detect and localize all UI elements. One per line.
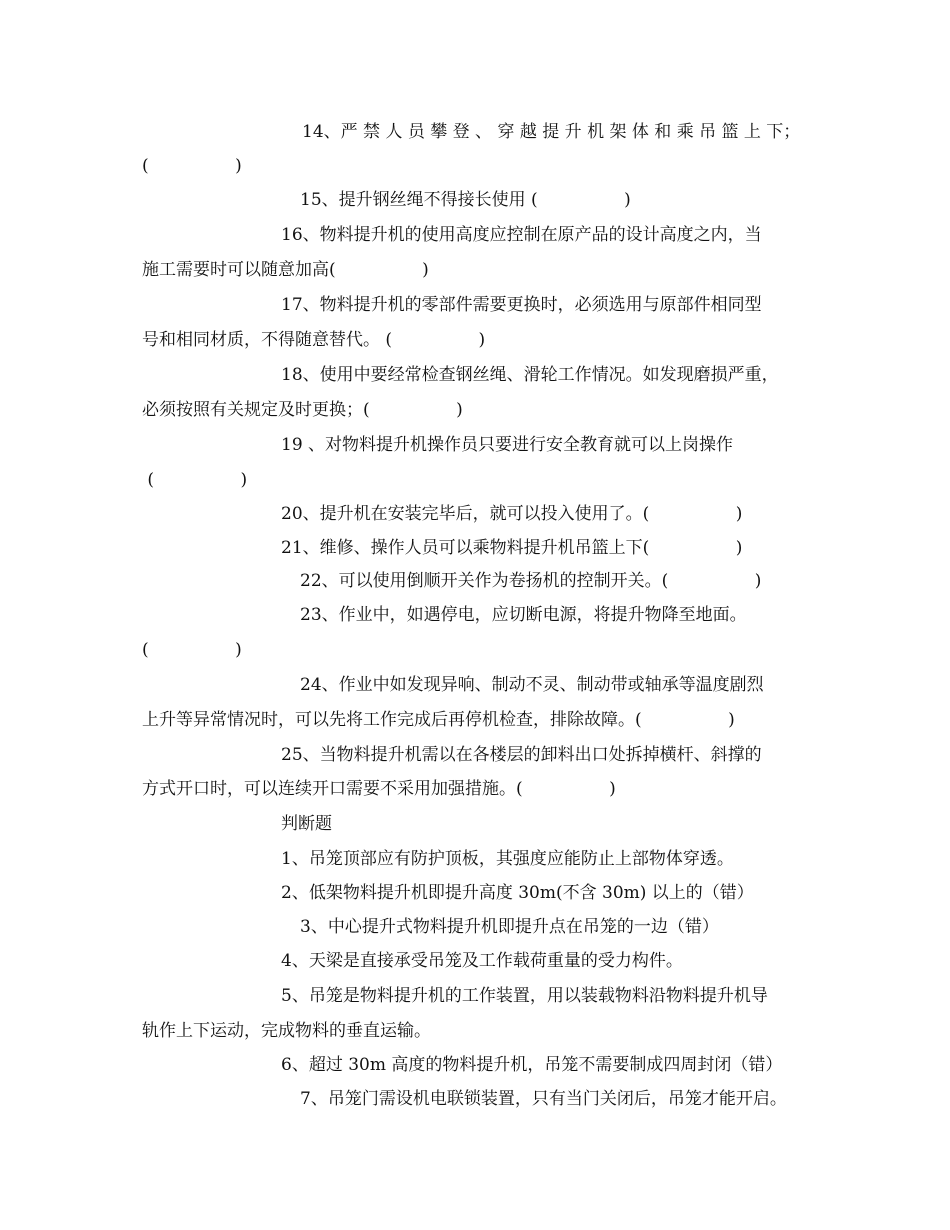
question-14-line-1: 14、严 禁 人 员 攀 登 、 穿 越 提 升 机 架 体 和 乘 吊 篮 上 下；: [302, 122, 801, 142]
question-18-line-1: 18、使用中要经常检查钢丝绳、滑轮工作情况。如发现磨损严重，: [281, 365, 779, 385]
question-18-line-2: 必须按照有关规定及时更换；( ): [142, 400, 463, 420]
question-19-line-1: 19 、对物料提升机操作员只要进行安全教育就可以上岗操作: [281, 435, 734, 455]
question-23-answer-blank: ( ): [142, 640, 242, 660]
judgment-5-line-1: 5、吊笼是物料提升机的工作装置，用以装载物料沿物料提升机导: [281, 986, 768, 1006]
question-25-line-1: 25、当物料提升机需以在各楼层的卸料出口处拆掉横杆、斜撑的: [281, 745, 762, 765]
judgment-6: 6、超过 30m 高度的物料提升机，吊笼不需要制成四周封闭（错）: [281, 1055, 783, 1075]
judgment-1: 1、吊笼顶部应有防护顶板，其强度应能防止上部物体穿透。: [281, 849, 734, 869]
question-19-answer-blank: ( ): [142, 470, 248, 490]
question-17-line-1: 17、物料提升机的零部件需要更换时，必须选用与原部件相同型: [281, 295, 762, 315]
judgment-3: 3、中心提升式物料提升机即提升点在吊笼的一边（错）: [300, 917, 719, 937]
judgment-7: 7、吊笼门需设机电联锁装置，只有当门关闭后，吊笼才能开启。: [300, 1089, 787, 1109]
judgment-4: 4、天梁是直接承受吊笼及工作载荷重量的受力构件。: [281, 951, 683, 971]
judgment-5-line-2: 轨作上下运动，完成物料的垂直运输。: [142, 1021, 431, 1041]
question-17-line-2: 号和相同材质，不得随意替代。 ( ): [142, 330, 486, 350]
question-21: 21、维修、操作人员可以乘物料提升机吊篮上下( ): [281, 538, 743, 558]
section-heading-true-false: 判断题: [281, 814, 332, 834]
question-24-line-2: 上升等异常情况时，可以先将工作完成后再停机检查，排除故障。( ): [142, 710, 735, 730]
question-24-line-1: 24、作业中如发现异响、制动不灵、制动带或轴承等温度剧烈: [300, 675, 764, 695]
judgment-2: 2、低架物料提升机即提升高度 30m(不含 30m) 以上的（错）: [281, 883, 754, 903]
question-16-line-1: 16、物料提升机的使用高度应控制在原产品的设计高度之内，当: [281, 225, 762, 245]
question-14-answer-blank: ( ): [142, 156, 242, 176]
question-15: 15、提升钢丝绳不得接长使用 ( ): [300, 190, 631, 210]
question-23-line-1: 23、作业中，如遇停电，应切断电源，将提升物降至地面。: [300, 605, 747, 625]
question-20: 20、提升机在安装完毕后，就可以投入使用了。( ): [281, 504, 743, 524]
question-16-line-2: 施工需要时可以随意加高( ): [142, 260, 429, 280]
question-22: 22、可以使用倒顺开关作为卷扬机的控制开关。( ): [300, 571, 762, 591]
question-25-line-2: 方式开口时，可以连续开口需要不采用加强措施。( ): [142, 779, 616, 799]
